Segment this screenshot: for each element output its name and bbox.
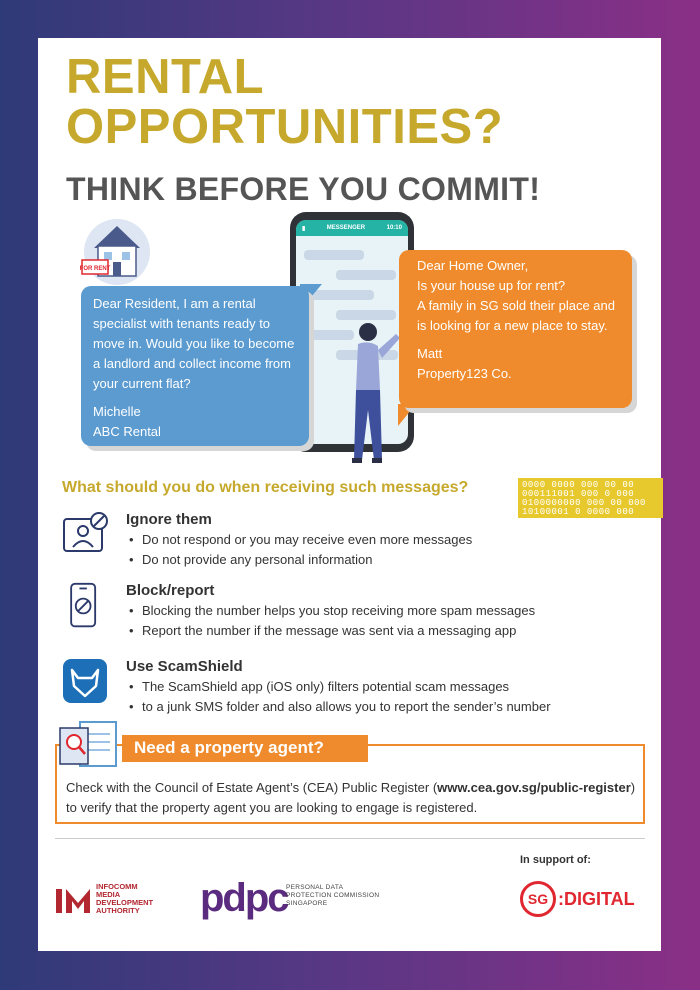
landlord-message-bubble: [81, 286, 309, 446]
agent-text: [66, 778, 646, 818]
advice-bullet: • Do not provide any personal information: [142, 550, 472, 570]
user-blocked-icon: [62, 511, 108, 559]
advice-item-scamshield: [62, 658, 632, 713]
advice-bullet: • Do not respond or you may receive even more messages: [142, 530, 472, 550]
pdpc-line: SINGAPORE: [286, 900, 328, 907]
title-line-1: RENTAL: [66, 50, 265, 104]
advice-bullets: [142, 677, 551, 717]
imda-line: MEDIA: [96, 890, 121, 899]
binary-row: 10100001 0 0000 000: [522, 507, 635, 517]
sg-digital-mark: SG: [520, 881, 556, 917]
footer-divider: [55, 838, 645, 839]
poster-subtitle: THINK BEFORE YOU COMMIT!: [66, 171, 541, 207]
phone-time: 10:10: [386, 225, 402, 231]
cea-register-link[interactable]: www.cea.gov.sg/public-register: [437, 780, 631, 795]
bubble-signature-company: Property123 Co.: [417, 366, 512, 381]
binary-row: 0000 0000 000 00 00: [522, 480, 635, 490]
sg-digital-label: :DIGITAL: [558, 889, 635, 909]
bubble-message-text: Dear Resident, I am a rental specialist with tenants ready to move in. Would you like to become a landlord and collect income from your current flat?: [93, 296, 295, 391]
advice-bullet-continued: • to a junk SMS folder and also allows you to report the sender’s number: [142, 697, 551, 717]
for-rent-sign: FOR RENT: [80, 266, 111, 272]
pdpc-name: [286, 884, 379, 908]
message-placeholder: [336, 310, 396, 320]
message-placeholder: [304, 250, 364, 260]
agent-heading: Need a property agent?: [122, 735, 368, 762]
section-question: What should you do when receiving such messages?: [62, 479, 469, 496]
document-search-icon: [58, 718, 128, 776]
messenger-label: MESSENGER: [326, 225, 366, 231]
advice-heading: Use ScamShield: [126, 658, 243, 675]
advice-heading: Block/report: [126, 582, 215, 599]
imda-line: INFOCOMM: [96, 882, 138, 891]
poster-title: [66, 52, 503, 152]
advice-bullet: • Report the number if the message was sent via a messaging app: [142, 621, 535, 641]
advice-bullet: • The ScamShield app (iOS only) filters potential scam messages: [142, 677, 551, 697]
pdpc-line: PERSONAL DATA: [286, 884, 344, 891]
bubble-signature-name: Matt: [417, 346, 443, 361]
phone-blocked-icon: [62, 582, 108, 630]
binary-row: 0100000000 000 00 000: [522, 498, 646, 508]
agent-text-after: ): [630, 780, 636, 795]
advice-item-ignore: [62, 511, 632, 567]
imda-line: AUTHORITY: [96, 906, 140, 915]
house-for-rent-icon: [80, 214, 154, 286]
advice-item-block: [62, 582, 632, 637]
homeowner-message-bubble: [399, 250, 632, 408]
support-label: In support of:: [520, 854, 591, 866]
person-illustration: [328, 320, 408, 470]
advice-heading: Ignore them: [126, 511, 212, 528]
binary-row: 000111001 000 0 000: [522, 489, 635, 499]
pdpc-logo: pdpc: [200, 876, 288, 920]
imda-line: DEVELOPMENT: [96, 898, 154, 907]
scamshield-icon: [62, 658, 108, 706]
pdpc-line: PROTECTION COMMISSION: [286, 892, 380, 899]
bubble-greeting: Dear Home Owner,: [417, 258, 529, 273]
title-line-2: OPPORTUNITIES?: [66, 100, 504, 154]
bubble-message-text: A family in SG sold their place and is looking for a new place to stay.: [417, 298, 615, 333]
advice-bullets: [142, 530, 472, 570]
message-placeholder: [336, 270, 396, 280]
advice-bullet: • Blocking the number helps you stop receiving more spam messages: [142, 601, 535, 621]
agent-text-line2: to verify that the property agent you are looking to engage is registered.: [66, 800, 478, 815]
agent-text-before: Check with the Council of Estate Agent’s (CEA) Public Register (: [66, 780, 438, 795]
advice-bullets: [142, 601, 535, 641]
bubble-question: Is your house up for rent?: [417, 278, 566, 293]
imda-name: [96, 883, 153, 915]
bubble-signature-name: Michelle: [93, 404, 141, 419]
bubble-signature-company: ABC Rental: [93, 424, 161, 439]
poster-card: [38, 38, 661, 951]
signal-icon: ▮: [302, 225, 306, 232]
messenger-bar: [296, 220, 408, 236]
